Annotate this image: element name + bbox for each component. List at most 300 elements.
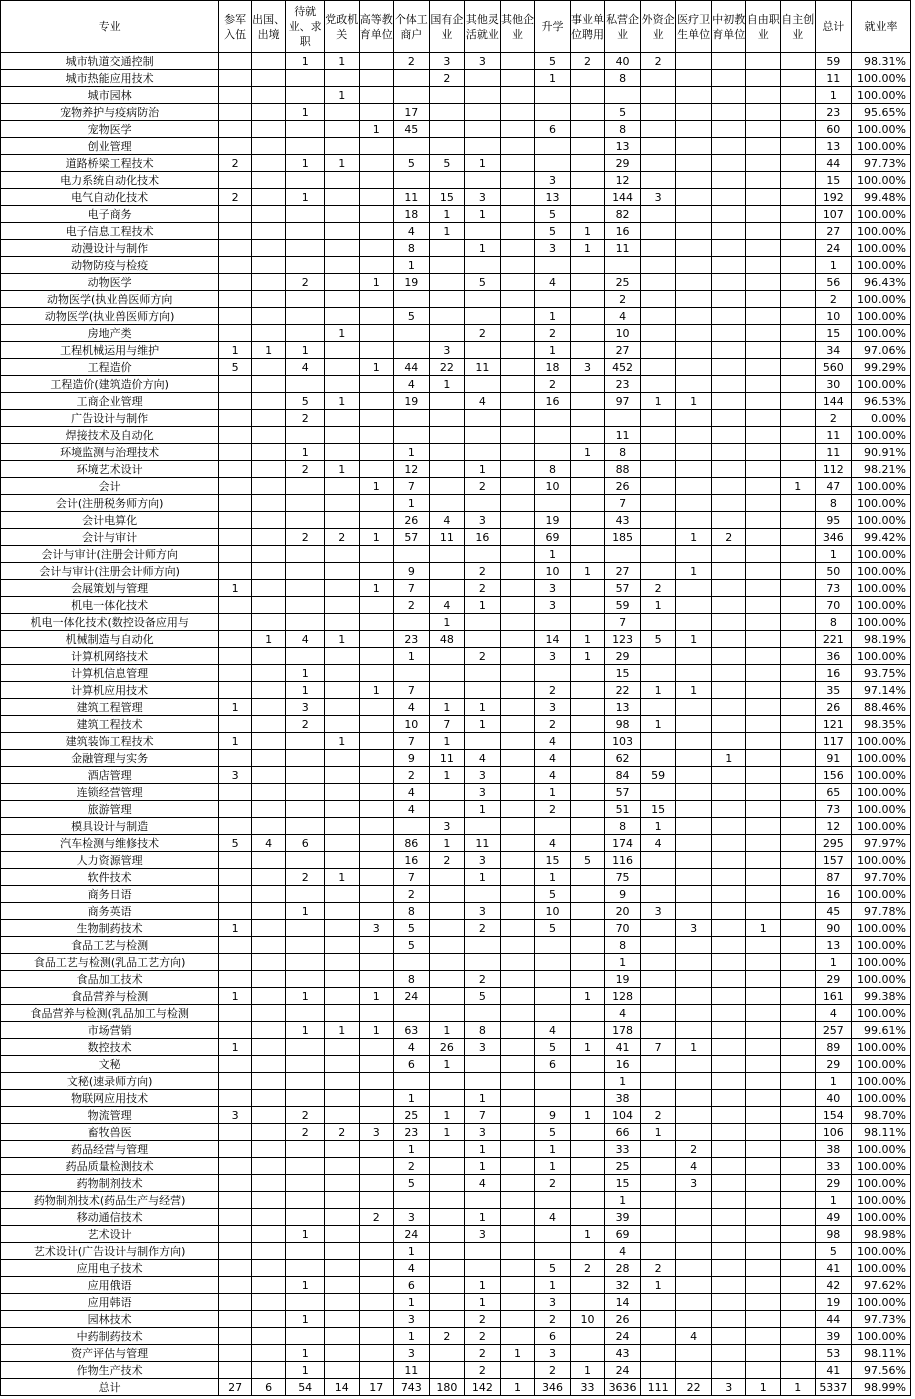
total-cell: 11 [815, 70, 852, 87]
count-cell [640, 869, 676, 886]
count-cell [746, 240, 781, 257]
count-cell [535, 937, 571, 954]
count-cell: 123 [605, 631, 641, 648]
count-cell: 4 [535, 733, 571, 750]
count-cell: 2 [286, 529, 325, 546]
count-cell [570, 665, 605, 682]
employment-rate-cell: 99.42% [852, 529, 911, 546]
count-cell [286, 1243, 325, 1260]
count-cell [251, 784, 286, 801]
count-cell: 1 [676, 631, 712, 648]
count-cell [746, 1243, 781, 1260]
count-cell [711, 1073, 746, 1090]
count-cell [219, 53, 252, 70]
count-cell [570, 257, 605, 274]
table-row [1, 1243, 911, 1260]
count-cell [570, 614, 605, 631]
count-cell [324, 444, 359, 461]
major-name-cell: 城市园林 [1, 87, 219, 104]
total-cell: 41 [815, 1362, 852, 1379]
count-cell [324, 257, 359, 274]
count-cell [500, 920, 535, 937]
column-header: 就业率 [852, 1, 911, 53]
count-cell [500, 988, 535, 1005]
count-cell: 1 [394, 648, 430, 665]
count-cell [324, 648, 359, 665]
total-cell: 60 [815, 121, 852, 138]
table-row [1, 937, 911, 954]
count-cell [746, 478, 781, 495]
count-cell [535, 614, 571, 631]
table-row [1, 444, 911, 461]
count-cell: 13 [605, 699, 641, 716]
employment-rate-cell: 100.00% [852, 954, 911, 971]
count-cell [219, 1056, 252, 1073]
count-cell [640, 223, 676, 240]
count-cell [465, 1192, 501, 1209]
count-cell [500, 631, 535, 648]
count-cell [324, 750, 359, 767]
count-cell [429, 563, 465, 580]
count-cell [781, 903, 816, 920]
major-name-cell: 机械制造与自动化 [1, 631, 219, 648]
count-cell [324, 1277, 359, 1294]
count-cell: 10 [570, 1311, 605, 1328]
count-cell: 1 [465, 1158, 501, 1175]
employment-rate-cell: 93.75% [852, 665, 911, 682]
count-cell: 5 [535, 53, 571, 70]
count-cell [359, 1345, 394, 1362]
employment-rate-cell: 98.19% [852, 631, 911, 648]
count-cell: 59 [605, 597, 641, 614]
major-name-cell: 会计(注册税务师方向) [1, 495, 219, 512]
total-cell: 40 [815, 1090, 852, 1107]
major-name-cell: 计算机信息管理 [1, 665, 219, 682]
count-cell [781, 1158, 816, 1175]
total-count-cell: 14 [324, 1379, 359, 1396]
employment-rate-cell: 97.73% [852, 155, 911, 172]
count-cell [286, 325, 325, 342]
count-cell [429, 121, 465, 138]
count-cell [676, 444, 712, 461]
total-cell: 106 [815, 1124, 852, 1141]
count-cell [324, 1226, 359, 1243]
count-cell: 10 [535, 478, 571, 495]
count-cell: 2 [465, 648, 501, 665]
count-cell: 2 [640, 1107, 676, 1124]
count-cell: 16 [605, 223, 641, 240]
count-cell [251, 580, 286, 597]
count-cell [640, 1243, 676, 1260]
count-cell [676, 342, 712, 359]
count-cell [781, 1192, 816, 1209]
count-cell [781, 240, 816, 257]
count-cell [676, 172, 712, 189]
count-cell [711, 1243, 746, 1260]
count-cell [500, 1243, 535, 1260]
count-cell [324, 614, 359, 631]
count-cell [535, 665, 571, 682]
count-cell: 10 [535, 903, 571, 920]
major-name-cell: 应用俄语 [1, 1277, 219, 1294]
count-cell: 51 [605, 801, 641, 818]
count-cell [711, 121, 746, 138]
major-name-cell: 建筑装饰工程技术 [1, 733, 219, 750]
count-cell [676, 1345, 712, 1362]
total-cell: 91 [815, 750, 852, 767]
count-cell [465, 665, 501, 682]
total-cell: 47 [815, 478, 852, 495]
table-row [1, 104, 911, 121]
count-cell: 1 [251, 631, 286, 648]
count-cell [251, 614, 286, 631]
table-row [1, 1311, 911, 1328]
count-cell [219, 206, 252, 223]
employment-rate-cell: 99.29% [852, 359, 911, 376]
count-cell [359, 1073, 394, 1090]
count-cell: 4 [429, 512, 465, 529]
count-cell [570, 1141, 605, 1158]
count-cell: 13 [535, 189, 571, 206]
total-count-cell: 1 [746, 1379, 781, 1396]
count-cell [429, 1345, 465, 1362]
column-header: 个体工商户 [394, 1, 430, 53]
count-cell [500, 206, 535, 223]
count-cell: 8 [394, 971, 430, 988]
count-cell: 1 [219, 988, 252, 1005]
total-cell: 112 [815, 461, 852, 478]
table-row [1, 1345, 911, 1362]
count-cell: 1 [394, 1141, 430, 1158]
count-cell [711, 240, 746, 257]
count-cell [219, 104, 252, 121]
count-cell [781, 1345, 816, 1362]
count-cell [711, 342, 746, 359]
total-cell: 346 [815, 529, 852, 546]
count-cell [286, 971, 325, 988]
count-cell [429, 954, 465, 971]
count-cell [746, 342, 781, 359]
count-cell [535, 257, 571, 274]
count-cell [500, 852, 535, 869]
count-cell [251, 359, 286, 376]
count-cell: 2 [465, 325, 501, 342]
count-cell: 2 [465, 971, 501, 988]
count-cell [676, 580, 712, 597]
major-name-cell: 动物防疫与检疫 [1, 257, 219, 274]
count-cell: 1 [359, 121, 394, 138]
total-cell: 49 [815, 1209, 852, 1226]
count-cell [746, 767, 781, 784]
table-row [1, 1073, 911, 1090]
count-cell: 2 [219, 189, 252, 206]
count-cell [500, 53, 535, 70]
table-row [1, 835, 911, 852]
count-cell [394, 172, 430, 189]
count-cell [711, 274, 746, 291]
count-cell [711, 1209, 746, 1226]
count-cell: 1 [465, 1294, 501, 1311]
count-cell [640, 1226, 676, 1243]
count-cell [500, 444, 535, 461]
count-cell [219, 597, 252, 614]
count-cell: 3 [570, 359, 605, 376]
major-name-cell: 机电一体化技术 [1, 597, 219, 614]
count-cell: 1 [465, 1209, 501, 1226]
count-cell: 1 [640, 1277, 676, 1294]
total-cell: 121 [815, 716, 852, 733]
count-cell: 1 [359, 580, 394, 597]
count-cell [429, 1090, 465, 1107]
count-cell [605, 410, 641, 427]
count-cell [500, 767, 535, 784]
major-name-cell: 会计电算化 [1, 512, 219, 529]
count-cell [781, 1260, 816, 1277]
table-row [1, 376, 911, 393]
count-cell [219, 1090, 252, 1107]
count-cell [746, 104, 781, 121]
count-cell [324, 376, 359, 393]
count-cell: 4 [394, 1039, 430, 1056]
total-cell: 15 [815, 325, 852, 342]
count-cell: 1 [394, 444, 430, 461]
count-cell [746, 1124, 781, 1141]
count-cell: 1 [465, 716, 501, 733]
count-cell: 41 [605, 1039, 641, 1056]
count-cell [500, 784, 535, 801]
count-cell [219, 1277, 252, 1294]
count-cell [286, 954, 325, 971]
header-row [1, 1, 911, 53]
major-name-cell: 会计与审计(注册会计师方向 [1, 546, 219, 563]
count-cell [570, 478, 605, 495]
count-cell [711, 597, 746, 614]
count-cell [676, 495, 712, 512]
count-cell [359, 444, 394, 461]
employment-rate-cell: 100.00% [852, 1209, 911, 1226]
count-cell: 11 [429, 750, 465, 767]
count-cell [359, 461, 394, 478]
major-name-cell: 食品工艺与检测 [1, 937, 219, 954]
count-cell [359, 801, 394, 818]
count-cell: 1 [324, 631, 359, 648]
count-cell [746, 70, 781, 87]
count-cell: 1 [359, 274, 394, 291]
column-header: 参军入伍 [219, 1, 252, 53]
table-row [1, 580, 911, 597]
count-cell [324, 1056, 359, 1073]
total-count-cell: 111 [640, 1379, 676, 1396]
count-cell [640, 546, 676, 563]
count-cell [711, 461, 746, 478]
count-cell [500, 546, 535, 563]
count-cell: 2 [465, 580, 501, 597]
count-cell [711, 155, 746, 172]
count-cell [251, 682, 286, 699]
count-cell: 1 [781, 478, 816, 495]
count-cell [781, 410, 816, 427]
count-cell: 1 [429, 733, 465, 750]
count-cell: 1 [570, 563, 605, 580]
count-cell [711, 716, 746, 733]
employment-rate-cell: 100.00% [852, 1073, 911, 1090]
count-cell: 1 [465, 461, 501, 478]
count-cell [640, 1073, 676, 1090]
count-cell: 2 [465, 563, 501, 580]
employment-rate-cell: 100.00% [852, 886, 911, 903]
count-cell [251, 53, 286, 70]
count-cell: 1 [429, 376, 465, 393]
count-cell [640, 444, 676, 461]
employment-rate-cell: 97.97% [852, 835, 911, 852]
count-cell [429, 903, 465, 920]
count-cell: 2 [286, 869, 325, 886]
count-cell: 2 [394, 767, 430, 784]
count-cell [781, 920, 816, 937]
count-cell [676, 121, 712, 138]
total-cell: 19 [815, 1294, 852, 1311]
count-cell [640, 1362, 676, 1379]
count-cell: 2 [359, 1209, 394, 1226]
employment-rate-cell: 99.48% [852, 189, 911, 206]
table-row [1, 954, 911, 971]
count-cell [676, 308, 712, 325]
count-cell [251, 138, 286, 155]
count-cell [251, 1192, 286, 1209]
total-cell: 65 [815, 784, 852, 801]
count-cell [711, 478, 746, 495]
count-cell [746, 274, 781, 291]
count-cell: 43 [605, 1345, 641, 1362]
count-cell [781, 495, 816, 512]
employment-rate-cell: 100.00% [852, 818, 911, 835]
count-cell [429, 444, 465, 461]
count-cell [570, 1090, 605, 1107]
count-cell: 4 [394, 1260, 430, 1277]
count-cell: 8 [465, 1022, 501, 1039]
table-row [1, 495, 911, 512]
count-cell: 1 [465, 155, 501, 172]
count-cell: 4 [605, 1243, 641, 1260]
count-cell [570, 1124, 605, 1141]
count-cell [570, 1022, 605, 1039]
count-cell [500, 1277, 535, 1294]
table-row [1, 1039, 911, 1056]
count-cell [286, 512, 325, 529]
count-cell: 1 [324, 325, 359, 342]
count-cell: 13 [605, 138, 641, 155]
count-cell [324, 495, 359, 512]
count-cell [676, 750, 712, 767]
count-cell [394, 427, 430, 444]
count-cell [570, 733, 605, 750]
count-cell [535, 1226, 571, 1243]
count-cell [781, 716, 816, 733]
count-cell [251, 410, 286, 427]
count-cell [640, 359, 676, 376]
count-cell [640, 427, 676, 444]
count-cell: 1 [535, 869, 571, 886]
count-cell [640, 257, 676, 274]
table-row [1, 308, 911, 325]
count-cell [781, 869, 816, 886]
count-cell [359, 767, 394, 784]
count-cell: 1 [465, 699, 501, 716]
count-cell [781, 1362, 816, 1379]
employment-rate-cell: 97.62% [852, 1277, 911, 1294]
count-cell [605, 546, 641, 563]
count-cell [746, 1056, 781, 1073]
count-cell [676, 155, 712, 172]
count-cell: 1 [324, 733, 359, 750]
count-cell [746, 1328, 781, 1345]
count-cell [219, 648, 252, 665]
count-cell [219, 461, 252, 478]
count-cell [500, 699, 535, 716]
count-cell [676, 461, 712, 478]
count-cell [746, 1209, 781, 1226]
total-cell: 4 [815, 1005, 852, 1022]
count-cell: 23 [394, 1124, 430, 1141]
table-row [1, 87, 911, 104]
count-cell [219, 444, 252, 461]
major-name-cell: 创业管理 [1, 138, 219, 155]
count-cell: 2 [394, 597, 430, 614]
count-cell [324, 1311, 359, 1328]
total-cell: 161 [815, 988, 852, 1005]
count-cell [711, 903, 746, 920]
count-cell: 16 [465, 529, 501, 546]
count-cell [500, 1175, 535, 1192]
count-cell: 8 [605, 937, 641, 954]
count-cell: 4 [394, 376, 430, 393]
count-cell [286, 206, 325, 223]
table-row [1, 716, 911, 733]
count-cell [219, 903, 252, 920]
count-cell [781, 444, 816, 461]
total-cell: 29 [815, 1175, 852, 1192]
count-cell [219, 1175, 252, 1192]
count-cell [676, 1090, 712, 1107]
count-cell [676, 546, 712, 563]
count-cell [429, 274, 465, 291]
count-cell [394, 291, 430, 308]
count-cell [219, 665, 252, 682]
count-cell [711, 308, 746, 325]
count-cell [251, 1158, 286, 1175]
employment-rate-cell: 100.00% [852, 478, 911, 495]
major-name-cell: 工商企业管理 [1, 393, 219, 410]
count-cell [500, 1090, 535, 1107]
table-row [1, 1294, 911, 1311]
total-cell: 90 [815, 920, 852, 937]
count-cell [746, 1107, 781, 1124]
count-cell [781, 1073, 816, 1090]
count-cell [286, 427, 325, 444]
count-cell [640, 1192, 676, 1209]
count-cell: 5 [394, 920, 430, 937]
count-cell [429, 971, 465, 988]
count-cell: 4 [535, 767, 571, 784]
total-count-cell: 1 [781, 1379, 816, 1396]
count-cell [746, 971, 781, 988]
count-cell [324, 240, 359, 257]
table-row [1, 121, 911, 138]
count-cell: 1 [359, 988, 394, 1005]
table-row [1, 1107, 911, 1124]
count-cell [465, 1243, 501, 1260]
count-cell [219, 1328, 252, 1345]
